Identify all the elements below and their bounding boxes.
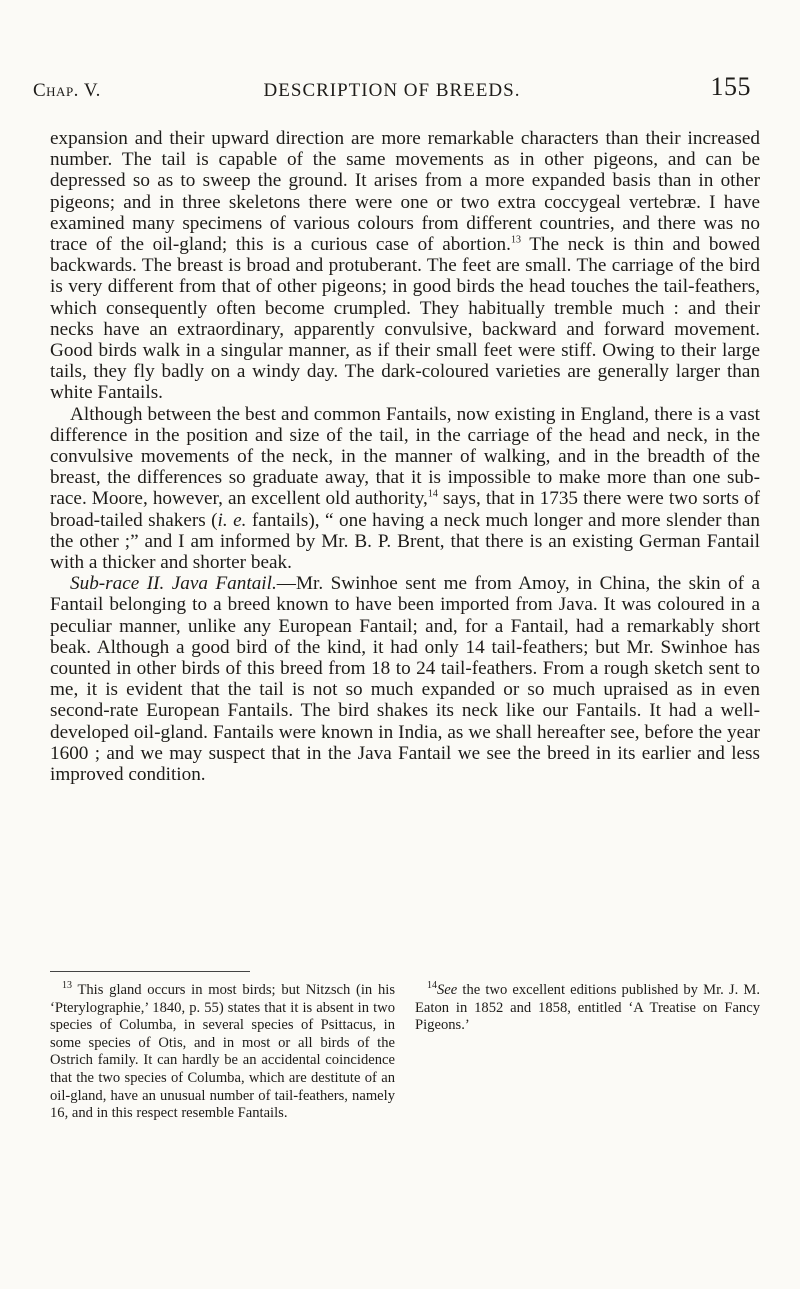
paragraph-2 — [50, 404, 760, 574]
footnote-ref-14: 14 — [427, 489, 438, 501]
body-text — [50, 128, 760, 785]
footnote-13 — [50, 982, 395, 1123]
footnote-13-number: 13 — [62, 980, 72, 992]
footnote-14-text: the two excellent editions published by Mr. J. M. Eaton in 1852 and 1858, entitled ‘A Treatise on Fancy Pigeons.’ — [415, 982, 760, 1034]
footnote-rule — [50, 971, 250, 972]
paragraph-1-text-b: The neck is thin and bowed backwards. The breast is broad and protuberant. The feet are small. The carriage of the bird is very different from that of other pigeons; in good birds the head touches the tail-feathers, which consequently often become crumpled. They habitually tremble much : and their necks have an extraordinary, apparently convulsive, backward and forward movement. Good birds walk in a singular manner, as if their small feet were stiff. Owing to their large tails, they fly badly on a windy day. The dark-coloured varieties are generally larger than white Fantails. — [50, 234, 760, 404]
paragraph-3 — [50, 573, 760, 785]
footnote-14 — [415, 982, 760, 1035]
paragraph-2-ie: i. e. — [217, 509, 247, 531]
paragraph-1-text-a: expansion and their upward direction are more remarkable characters than their increased number. The tail is capable of the same movements as in other pigeons, and can be depressed so as to sweep the ground. It arises from a more expanded basis than in other pigeons; and in three skeletons there were one or two extra coccygeal vertebræ. I have examined many specimens of various colours from different countries, and there was no trace of the oil-gland; this is a curious case of abortion. — [50, 128, 760, 256]
chapter-label: Chap. V. — [33, 80, 101, 101]
paragraph-3-text: —Mr. Swinhoe sent me from Amoy, in China, the skin of a Fantail belonging to a breed known to have been imported from Java. It was coloured in a peculiar manner, unlike any European Fantail; and, for a Fantail, had a remarkably short beak. Although a good bird of the kind, it had only 14 tail-feathers; but Mr. Swinhoe has counted in other birds of this breed from 18 to 24 tail-feathers. From a rough sketch sent to me, it is evident that the tail is not so much expanded or so much upraised as in even second-rate European Fantails. The bird shakes its neck like our Fantails. It had a well-developed oil-gland. Fantails were known in India, as we shall hereafter see, before the year 1600 ; and we may suspect that in the Java Fantail we see the breed in its earlier and less improved condition. — [50, 573, 760, 786]
page-number: 155 — [710, 72, 751, 101]
paragraph-2-text-c: fantails), “ one having a neck much longer and more slender than the other ;” and I am informed by Mr. B. P. Brent, that there is an existing German Fantail with a thicker and shorter beak. — [50, 509, 760, 574]
footnote-13-text: This gland occurs in most birds; but Nitzsch (in his ‘Pterylographie,’ 1840, p. 55) states that it is absent in two species of Columba, in several species of Psittacus, in some species of Otis, and in most or all birds of the Ostrich family. It can hardly be an accidental coincidence that the two species of Columba, which are destitute of an oil-gland, have an unusual number of tail-feathers, namely 16, and in this respect resemble Fantails. — [50, 982, 395, 1122]
running-title: DESCRIPTION OF BREEDS. — [263, 80, 521, 101]
paragraph-2-text-b: says, that in 1735 there were two sorts of broad-tailed shakers ( — [50, 488, 760, 531]
footnote-14-see: See — [437, 982, 458, 998]
footnote-column-left — [50, 982, 395, 1123]
footnote-column-right — [415, 982, 760, 1123]
subrace-heading: Sub-race II. Java Fantail. — [70, 573, 277, 595]
footnotes — [50, 982, 760, 1123]
footnote-14-number: 14 — [427, 980, 437, 992]
running-header — [33, 72, 751, 112]
footnote-ref-13: 13 — [510, 234, 521, 246]
paragraph-1 — [50, 128, 760, 404]
paragraph-2-text-a: Although between the best and common Fantails, now existing in England, there is a vast difference in the position and size of the tail, in the carriage of the head and neck, in the convulsive movements of the neck, in the manner of walking, and in the breadth of the breast, the differences so graduate away, that it is impossible to make more than one sub-race. Moore, however, an excellent old authority, — [50, 403, 760, 510]
